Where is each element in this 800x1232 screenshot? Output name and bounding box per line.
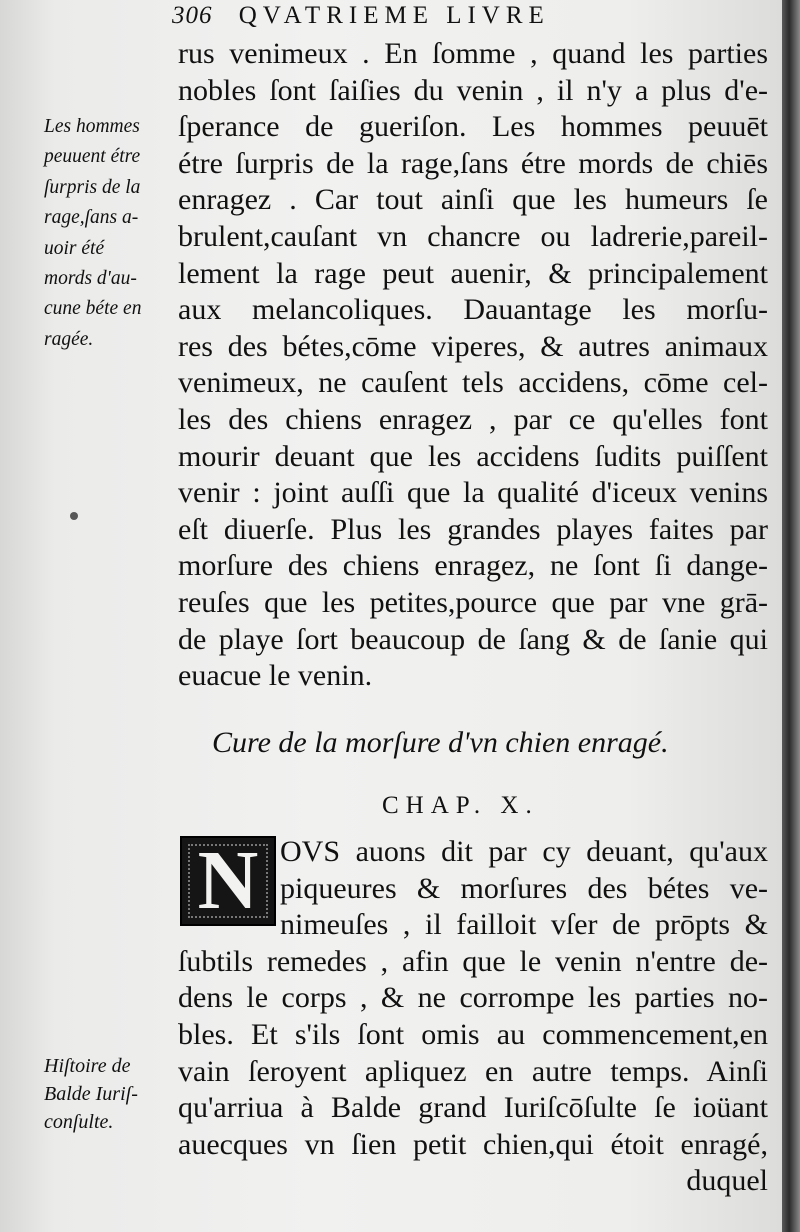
text-line: bles. Et s'ils ſont omis au commencement,en xyxy=(178,1017,768,1051)
catchword: duquel xyxy=(686,1164,768,1198)
text-line: venir : joint auſſi que la qualité d'iceux venins xyxy=(178,476,768,510)
text-line: OVS auons dit par cy deuant, qu'aux xyxy=(280,835,768,868)
text-line: reuſes que les petites,pource que par vne grā- xyxy=(178,585,768,619)
margin-note-line: conſulte. xyxy=(44,1111,114,1133)
text-line: venimeux, ne cauſent tels accidens, cōme cel- xyxy=(178,366,768,400)
text-line: les des chiens enragez , par ce qu'elles font xyxy=(178,402,768,436)
text-line: brulent,cauſant vn chancre ou ladrerie,pareil- xyxy=(178,219,768,253)
text-line: eſt diuerſe. Plus les grandes playes faites par xyxy=(178,512,768,546)
margin-note-line: Hiſtoire de xyxy=(44,1055,131,1077)
margin-note-line: cune béte en xyxy=(44,298,142,320)
text-line: lement la rage peut auenir, & principalement xyxy=(178,256,768,290)
margin-note-line: mords d'au- xyxy=(44,268,137,290)
drop-cap-letter: N xyxy=(197,834,259,927)
text-line: res des bétes,cōme viperes, & autres animaux xyxy=(178,329,768,363)
text-line: vain ſeroyent apliquez en autre temps. Ainſi xyxy=(178,1054,768,1088)
main-paragraph xyxy=(178,36,768,695)
text-line: euacue le venin. xyxy=(178,659,373,693)
margin-note-line: Balde Iuriſ- xyxy=(44,1083,138,1105)
text-line: nimeuſes , il failloit vſer de prōpts & xyxy=(280,908,768,942)
text-line: nobles ſont ſaiſies du venin , il n'y a plus d'e- xyxy=(178,73,768,107)
text-line: ſperance de gueriſon. Les hommes peuuēt xyxy=(178,110,768,144)
text-line: qu'arriua à Balde grand Iuriſcōſulte ſe ioüant xyxy=(178,1091,768,1125)
text-line: aux melancoliques. Dauantage les morſu- xyxy=(178,293,768,327)
margin-note-line: ragée. xyxy=(44,328,94,350)
chapter-heading: CHAP. X. xyxy=(382,792,539,819)
text-line: dens le corps , & ne corrompe les parties no- xyxy=(178,981,768,1015)
chapter-text xyxy=(178,834,768,1200)
text-line: piqueures & morſures des bétes ve- xyxy=(280,871,768,905)
margin-note-line: ſurpris de la xyxy=(44,176,141,198)
text-line: ſubtils remedes , afin que le venin n'entre de- xyxy=(178,944,768,978)
text-line: de playe ſort beaucoup de ſang & de ſanie qui xyxy=(178,622,768,656)
running-header xyxy=(172,2,772,38)
ink-spot xyxy=(70,512,78,520)
text-line: morſure des chiens enragez, ne ſont ſi dange- xyxy=(178,549,768,583)
text-line: étre ſurpris de la rage,ſans étre mords de chiēs xyxy=(178,146,768,180)
running-title: QVATRIEME LIVRE xyxy=(238,2,550,29)
margin-note-line: rage,ſans a- xyxy=(44,207,139,229)
text-line: enragez . Car tout ainſi que les humeurs ſe xyxy=(178,183,768,217)
page-edge xyxy=(782,0,800,1232)
margin-note-line: uoir été xyxy=(44,237,105,259)
text-line: rus venimeux . En ſomme , quand les parties xyxy=(178,37,768,70)
margin-note-line: peuuent étre xyxy=(44,146,141,168)
margin-note-line: Les hommes xyxy=(44,116,140,137)
margin-note-balde xyxy=(44,1052,174,1136)
text-line: mourir deuant que les accidens ſudits puiſſent xyxy=(178,439,768,473)
page-number: 306 xyxy=(172,2,213,29)
section-title: Cure de la morſure d'vn chien enragé. xyxy=(212,726,669,759)
text-line: auecques vn ſien petit chien,qui étoit enragé, xyxy=(178,1127,768,1161)
margin-note-rage xyxy=(44,112,174,355)
